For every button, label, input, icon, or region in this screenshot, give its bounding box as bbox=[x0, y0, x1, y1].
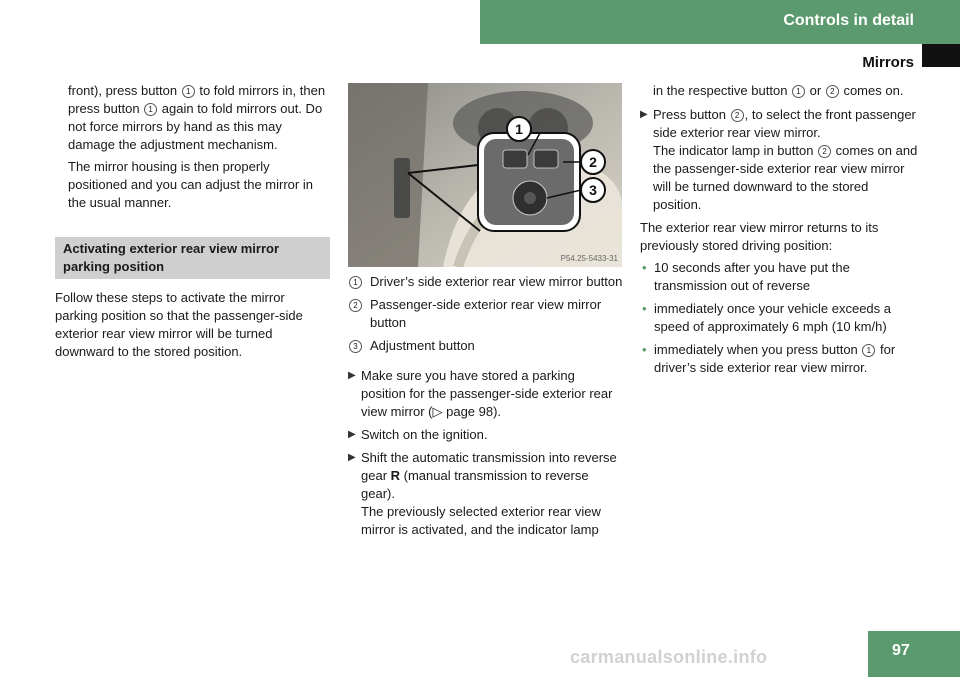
bullet-item: • 10 seconds after you have put the transmission out of reverse bbox=[642, 260, 850, 293]
housing-paragraph: The mirror housing is then properly positioned and you can adjust the mirror in the usual manner. bbox=[68, 159, 313, 210]
chapter-title: Controls in detail bbox=[783, 12, 914, 29]
continuation-text: in the respective button 1 or 2 comes on. bbox=[653, 83, 904, 98]
page-number-tab bbox=[868, 631, 960, 677]
callout-1-ref: 1 bbox=[182, 85, 195, 98]
returns-paragraph: The exterior rear view mirror returns to its previously stored driving position: bbox=[640, 220, 879, 253]
door-panel-illustration bbox=[348, 83, 622, 267]
callout-2: 2 bbox=[589, 154, 597, 170]
activation-intro: Follow these steps to activate the mirror parking position so that the passenger-side exterior rear view mirror will be turned downward to the stored position. bbox=[55, 290, 303, 359]
callout-1-ref: 1 bbox=[144, 103, 157, 116]
section-marker bbox=[922, 44, 960, 67]
instruction-step: ▶ Press button 2 , to select the front passenger side exterior rear view mirror. The indicator lamp in button 2 comes on and the passenger-side exterior rear view mirror will be turned downward to the stored position. bbox=[640, 107, 918, 212]
bullet-item: • immediately when you press button 1 for driver’s side exterior rear view mirror. bbox=[642, 342, 896, 375]
instruction-step: ▶ Switch on the ignition. bbox=[348, 427, 488, 442]
watermark: carmanualsonline.info bbox=[570, 647, 768, 667]
legend-item: 1 Driver’s side exterior rear view mirror button bbox=[348, 273, 623, 291]
gear-r: R bbox=[390, 468, 401, 483]
legend-number: 3 bbox=[349, 340, 362, 353]
section-title: Mirrors bbox=[862, 54, 914, 71]
middle-column bbox=[348, 273, 623, 544]
step-arrow-icon: ▶ bbox=[348, 370, 356, 381]
legend-number: 1 bbox=[349, 276, 362, 289]
right-column bbox=[640, 82, 920, 382]
callout-3: 3 bbox=[589, 182, 597, 198]
left-column bbox=[55, 82, 330, 216]
bullet-item: • immediately once your vehicle exceeds a speed of approximately 6 mph (10 km/h) bbox=[642, 301, 892, 334]
step-arrow-icon: ▶ bbox=[348, 429, 356, 440]
section-heading: Activating exterior rear view mirror parking position bbox=[55, 237, 330, 279]
page-ref-icon: ▷ bbox=[432, 404, 443, 419]
legend-item: 3 Adjustment button bbox=[348, 337, 623, 355]
step-arrow-icon: ▶ bbox=[640, 109, 648, 120]
legend-number: 2 bbox=[349, 299, 362, 312]
legend-item: 2 Passenger-side exterior rear view mirror button bbox=[348, 296, 623, 332]
instruction-step: ▶ Shift the automatic transmission into reverse gear R (manual transmission to reverse gear). The previously selected exterior rear view mirror is activated, and the indicator lamp bbox=[348, 450, 617, 537]
bullet-icon: • bbox=[642, 301, 647, 316]
step-continuation: The previously selected exterior rear view mirror is activated, and the indicator lamp bbox=[361, 504, 601, 537]
figure-code: P54.25-5433-31 bbox=[560, 254, 618, 263]
intro-paragraph: front), press button 1 to fold mirrors in, then press button 1 again to fold mirrors out. Do not force mirrors by hand as this may damage the adjustment mechanism. bbox=[68, 83, 326, 152]
step-arrow-icon: ▶ bbox=[348, 452, 356, 463]
mirror-controls-figure bbox=[348, 83, 622, 267]
page-number: 97 bbox=[892, 642, 910, 659]
callout-1: 1 bbox=[515, 121, 523, 137]
instruction-step: ▶ Make sure you have stored a parking position for the passenger-side exterior rear view mirror (▷ page 98). bbox=[348, 368, 613, 419]
bullet-icon: • bbox=[642, 260, 647, 275]
activation-section bbox=[55, 237, 330, 365]
bullet-icon: • bbox=[642, 342, 647, 357]
